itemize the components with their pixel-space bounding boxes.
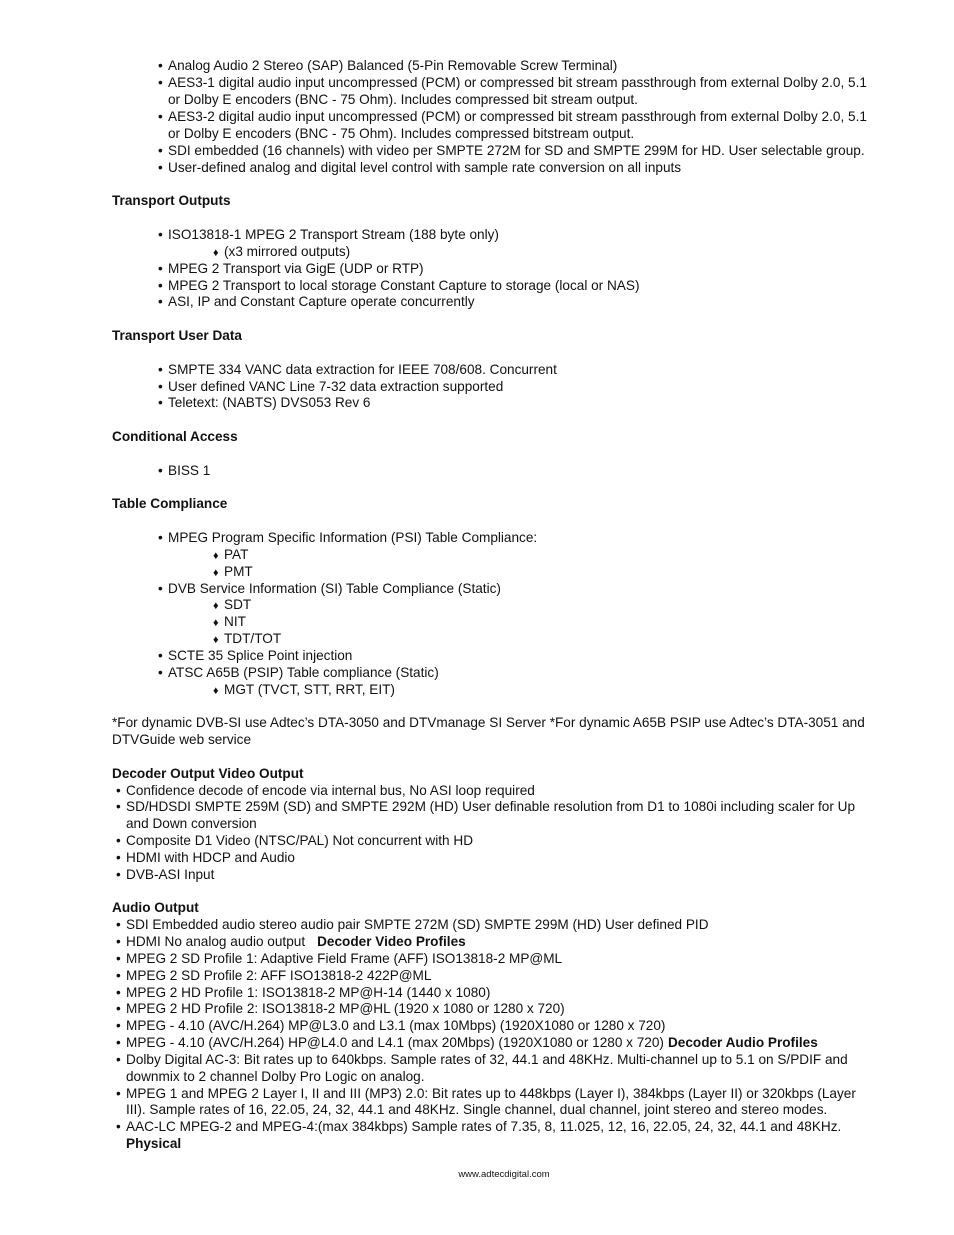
list-item: • HDMI with HDCP and Audio (116, 850, 295, 865)
list-item: • Analog Audio 2 Stereo (SAP) Balanced (5-Pin Removable Screw Terminal) (158, 58, 618, 73)
sub-list-item: ♦ TDT/TOT (213, 630, 281, 649)
sub-list-item: ♦ MGT (TVCT, STT, RRT, EIT) (213, 681, 395, 700)
list-item: • AES3-1 digital audio input uncompressed (PCM) or compressed bit stream passthrough from external Dolby 2.0, 5.1 (158, 75, 867, 90)
dynamic-si-note: *For dynamic DVB-SI use Adtec’s DTA-3050 and DTVmanage SI Server *For dynamic A65B PSIP use Adtec’s DTA-3051 and (112, 715, 865, 730)
list-item: • DVB-ASI Input (116, 867, 215, 882)
diamond-icon: ♦ (213, 634, 219, 646)
list-item: • Teletext: (NABTS) DVS053 Rev 6 (158, 395, 371, 410)
sub-list-item: ♦ (x3 mirrored outputs) (213, 243, 350, 262)
inline-heading-decoder-audio-profiles: Decoder Audio Profiles (667, 1035, 818, 1050)
list-item: • Composite D1 Video (NTSC/PAL) Not concurrent with HD (116, 833, 474, 848)
list-item: • MPEG 2 Transport via GigE (UDP or RTP) (158, 261, 424, 276)
section-heading-conditional-access: Conditional Access (112, 429, 238, 444)
list-item: • MPEG 1 and MPEG 2 Layer I, II and III (MP3) 2.0: Bit rates up to 448kbps (Layer I), 384kbps (Layer II) or 320kbps (Layer (116, 1086, 856, 1101)
diamond-icon: ♦ (213, 247, 219, 259)
list-item: • SMPTE 334 VANC data extraction for IEEE 708/608. Concurrent (158, 362, 557, 377)
list-item-continuation: III). Sample rates of 16, 22.05, 24, 32, 44.1 and 48KHz. Single channel, dual channel, joint stereo and stereo modes. (126, 1102, 828, 1117)
list-item: • MPEG 2 HD Profile 1: ISO13818-2 MP@H-14 (1440 x 1080) (116, 985, 491, 1000)
list-item: • ASI, IP and Constant Capture operate concurrently (158, 294, 475, 309)
list-item: • AAC-LC MPEG-2 and MPEG-4:(max 384kbps) Sample rates of 7.35, 8, 11.025, 12, 16, 22.05, 24, 32, 44.1 and 48KHz. (116, 1119, 842, 1134)
section-heading-transport-outputs: Transport Outputs (112, 193, 231, 208)
list-item-continuation: downmix to 2 channel Dolby Pro Logic on analog. (126, 1069, 425, 1084)
list-item: • SD/HDSDI SMPTE 259M (SD) and SMPTE 292M (HD) User definable resolution from D1 to 1080i including scaler for Up (116, 799, 856, 814)
list-item: • MPEG - 4.10 (AVC/H.264) HP@L4.0 and L4.1 (max 20Mbps) (1920X1080 or 1280 x 720) Decoder Audio Profiles (116, 1035, 818, 1050)
list-item: • SCTE 35 Splice Point injection (158, 648, 353, 663)
list-item: • DVB Service Information (SI) Table Compliance (Static) (158, 581, 501, 596)
diamond-icon: ♦ (213, 567, 219, 579)
list-item: • User defined VANC Line 7-32 data extraction supported (158, 379, 504, 394)
section-heading-physical: Physical (126, 1136, 182, 1151)
list-item: • ISO13818-1 MPEG 2 Transport Stream (188 byte only) (158, 227, 499, 242)
list-item: • MPEG 2 Transport to local storage Constant Capture to storage (local or NAS) (158, 278, 640, 293)
sub-list-item: ♦ PMT (213, 563, 253, 582)
inline-heading-decoder-video-profiles: Decoder Video Profiles (317, 934, 466, 949)
list-item: • User-defined analog and digital level control with sample rate conversion on all inputs (158, 160, 682, 175)
list-item: • MPEG - 4.10 (AVC/H.264) MP@L3.0 and L3.1 (max 10Mbps) (1920X1080 or 1280 x 720) (116, 1018, 666, 1033)
list-item: • AES3-2 digital audio input uncompressed (PCM) or compressed bit stream passthrough from external Dolby 2.0, 5.1 (158, 109, 867, 124)
sub-list-item: ♦ NIT (213, 613, 246, 632)
list-item: • MPEG 2 HD Profile 2: ISO13818-2 MP@HL (1920 x 1080 or 1280 x 720) (116, 1001, 565, 1016)
list-item-continuation: or Dolby E encoders (BNC - 75 Ohm). Includes compressed bit stream output. (168, 92, 638, 107)
diamond-icon: ♦ (213, 550, 219, 562)
sub-list-item: ♦ PAT (213, 546, 248, 565)
list-item: • ATSC A65B (PSIP) Table compliance (Static) (158, 665, 439, 680)
section-heading-audio-output: Audio Output (112, 900, 199, 915)
list-item: • Confidence decode of encode via internal bus, No ASI loop required (116, 783, 535, 798)
list-item: • HDMI No analog audio output Decoder Video Profiles (116, 934, 466, 949)
diamond-icon: ♦ (213, 600, 219, 612)
section-heading-decoder-output-video: Decoder Output Video Output (112, 766, 304, 781)
diamond-icon: ♦ (213, 685, 219, 697)
dynamic-si-note-continuation: DTVGuide web service (112, 732, 252, 747)
diamond-icon: ♦ (213, 617, 219, 629)
section-heading-table-compliance: Table Compliance (112, 496, 228, 511)
footer-url: www.adtecdigital.com (458, 1169, 550, 1180)
sub-list-item: ♦ SDT (213, 596, 251, 615)
list-item-continuation: or Dolby E encoders (BNC - 75 Ohm). Includes compressed bitstream output. (168, 126, 635, 141)
list-item: • BISS 1 (158, 463, 211, 478)
list-item: • MPEG 2 SD Profile 1: Adaptive Field Frame (AFF) ISO13818-2 MP@ML (116, 951, 563, 966)
list-item: • SDI embedded (16 channels) with video per SMPTE 272M for SD and SMPTE 299M for HD. User selectable group. (158, 143, 865, 158)
list-item: • MPEG Program Specific Information (PSI) Table Compliance: (158, 530, 538, 545)
list-item: • Dolby Digital AC-3: Bit rates up to 640kbps. Sample rates of 32, 44.1 and 48KHz. Multi-channel up to 5.1 on S/PDIF and (116, 1052, 848, 1067)
list-item-continuation: and Down conversion (126, 816, 257, 831)
section-heading-transport-user-data: Transport User Data (112, 328, 242, 343)
list-item: • SDI Embedded audio stereo audio pair SMPTE 272M (SD) SMPTE 299M (HD) User defined PID (116, 917, 709, 932)
list-item: • MPEG 2 SD Profile 2: AFF ISO13818-2 422P@ML (116, 968, 432, 983)
